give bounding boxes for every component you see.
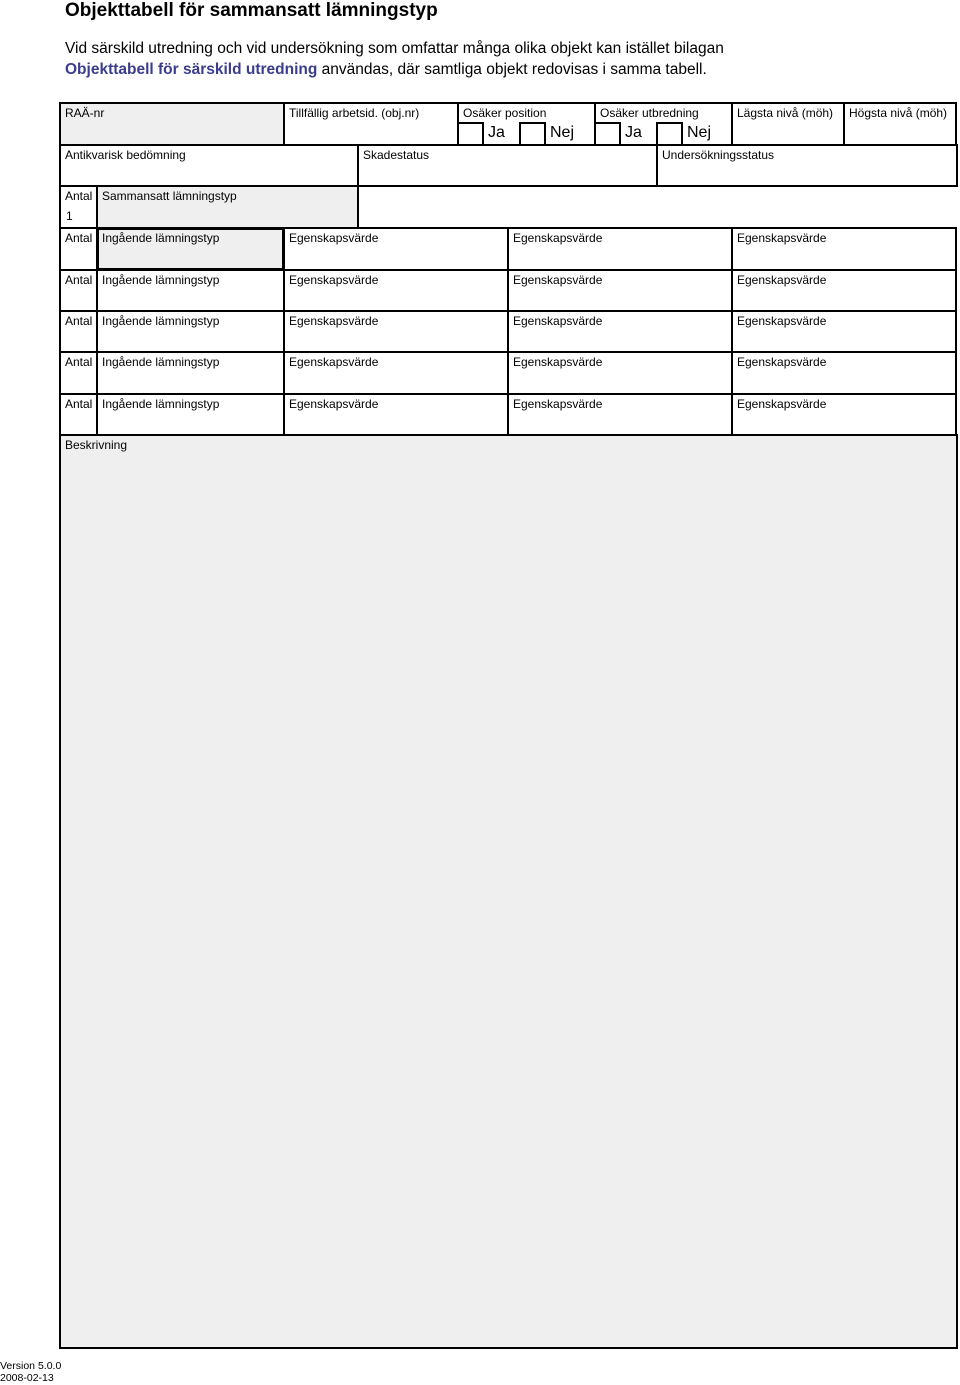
antikvarisk-bedomning-label: Antikvarisk bedömning	[65, 148, 186, 162]
egenskapsvarde-label: Egenskapsvärde	[513, 397, 603, 411]
undersokningsstatus-label: Undersökningsstatus	[662, 148, 775, 162]
skadestatus-label: Skadestatus	[363, 148, 430, 162]
date-label: 2008-02-13	[0, 1372, 54, 1384]
egenskapsvarde-label: Egenskapsvärde	[737, 397, 827, 411]
beskrivning-label: Beskrivning	[65, 438, 128, 452]
osaker-utbredning-group	[594, 102, 733, 146]
component-antal-field[interactable]	[59, 227, 98, 271]
egenskapsvarde-field[interactable]	[507, 310, 733, 353]
egenskapsvarde-field[interactable]	[507, 393, 733, 436]
component-antal-label: Antal	[65, 231, 93, 245]
tillfallig-arbetsid-label: Tillfällig arbetsid. (obj.nr)	[289, 106, 420, 120]
egenskapsvarde-label: Egenskapsvärde	[737, 355, 827, 369]
osaker-utbredning-nej-checkbox[interactable]	[656, 122, 683, 146]
undersokningsstatus-field[interactable]	[656, 144, 958, 187]
egenskapsvarde-field[interactable]	[731, 227, 957, 271]
component-antal-label: Antal	[65, 397, 93, 411]
egenskapsvarde-label: Egenskapsvärde	[289, 397, 379, 411]
egenskapsvarde-field[interactable]	[283, 310, 509, 353]
egenskapsvarde-field[interactable]	[283, 269, 509, 312]
ingaende-lamningstyp-field[interactable]	[96, 269, 285, 312]
component-antal-label: Antal	[65, 314, 93, 328]
intro-link[interactable]: Objekttabell för särskild utredning	[65, 61, 318, 78]
osaker-position-ja-label: Ja	[488, 124, 505, 141]
egenskapsvarde-field[interactable]	[507, 227, 733, 271]
version-label: Version 5.0.0	[0, 1360, 62, 1372]
osaker-utbredning-label: Osäker utbredning	[600, 106, 699, 120]
egenskapsvarde-label: Egenskapsvärde	[737, 314, 827, 328]
egenskapsvarde-label: Egenskapsvärde	[513, 355, 603, 369]
beskrivning-field[interactable]	[59, 434, 958, 1349]
osaker-position-label: Osäker position	[463, 106, 547, 120]
egenskapsvarde-label: Egenskapsvärde	[289, 355, 379, 369]
hogsta-niva-field[interactable]	[843, 102, 957, 146]
egenskapsvarde-label: Egenskapsvärde	[513, 314, 603, 328]
ingaende-lamningstyp-label: Ingående lämningstyp	[102, 314, 220, 328]
egenskapsvarde-label: Egenskapsvärde	[289, 314, 379, 328]
ingaende-lamningstyp-label: Ingående lämningstyp	[102, 273, 220, 287]
osaker-utbredning-nej-label: Nej	[687, 124, 712, 141]
ingaende-lamningstyp-label: Ingående lämningstyp	[102, 397, 220, 411]
ingaende-lamningstyp-label: Ingående lämningstyp	[102, 231, 220, 245]
egenskapsvarde-label: Egenskapsvärde	[289, 231, 379, 245]
ingaende-lamningstyp-field[interactable]	[96, 310, 285, 353]
sammansatt-lamningstyp-field[interactable]	[96, 185, 359, 229]
raa-nr-field[interactable]	[59, 102, 285, 146]
egenskapsvarde-label: Egenskapsvärde	[513, 231, 603, 245]
lagsta-niva-field[interactable]	[731, 102, 845, 146]
ingaende-lamningstyp-field[interactable]	[96, 351, 285, 395]
component-antal-field[interactable]	[59, 393, 98, 436]
egenskapsvarde-label: Egenskapsvärde	[513, 273, 603, 287]
egenskapsvarde-field[interactable]	[507, 269, 733, 312]
egenskapsvarde-field[interactable]	[283, 227, 509, 271]
egenskapsvarde-field[interactable]	[283, 351, 509, 395]
egenskapsvarde-label: Egenskapsvärde	[737, 273, 827, 287]
composite-antal-label: Antal	[65, 189, 93, 203]
egenskapsvarde-field[interactable]	[731, 310, 957, 353]
osaker-utbredning-ja-label: Ja	[625, 124, 642, 141]
antikvarisk-bedomning-field[interactable]	[59, 144, 359, 187]
ingaende-lamningstyp-field[interactable]	[96, 393, 285, 436]
component-antal-field[interactable]	[59, 310, 98, 353]
osaker-position-nej-label: Nej	[550, 124, 575, 141]
page-title: Objekttabell för sammansatt lämningstyp	[65, 0, 438, 21]
ingaende-lamningstyp-label: Ingående lämningstyp	[102, 355, 220, 369]
egenskapsvarde-field[interactable]	[507, 351, 733, 395]
component-antal-label: Antal	[65, 355, 93, 369]
sammansatt-lamningstyp-label: Sammansatt lämningstyp	[102, 189, 237, 203]
egenskapsvarde-label: Egenskapsvärde	[289, 273, 379, 287]
component-antal-field[interactable]	[59, 351, 98, 395]
intro-text-line1: Vid särskild utredning och vid undersökning som omfattar många olika objekt kan istället bilagan	[65, 40, 724, 57]
egenskapsvarde-field[interactable]	[283, 393, 509, 436]
ingaende-lamningstyp-field[interactable]	[96, 227, 285, 271]
egenskapsvarde-field[interactable]	[731, 351, 957, 395]
egenskapsvarde-label: Egenskapsvärde	[737, 231, 827, 245]
osaker-position-ja-checkbox[interactable]	[457, 122, 484, 146]
egenskapsvarde-field[interactable]	[731, 393, 957, 436]
osaker-utbredning-ja-checkbox[interactable]	[594, 122, 621, 146]
tillfallig-arbetsid-field[interactable]	[283, 102, 459, 146]
skadestatus-field[interactable]	[357, 144, 658, 187]
lagsta-niva-label: Lägsta nivå (möh)	[737, 106, 834, 120]
component-antal-label: Antal	[65, 273, 93, 287]
egenskapsvarde-field[interactable]	[731, 269, 957, 312]
component-antal-field[interactable]	[59, 269, 98, 312]
intro-text-line2: användas, där samtliga objekt redovisas i samma tabell.	[321, 61, 707, 78]
composite-antal-value: 1	[66, 209, 73, 223]
composite-antal-field[interactable]	[59, 185, 98, 229]
raa-nr-label: RAÄ-nr	[65, 106, 105, 120]
osaker-position-nej-checkbox[interactable]	[519, 122, 546, 146]
osaker-position-group	[457, 102, 596, 146]
hogsta-niva-label: Högsta nivå (möh)	[849, 106, 948, 120]
document-footer	[0, 1360, 61, 1384]
